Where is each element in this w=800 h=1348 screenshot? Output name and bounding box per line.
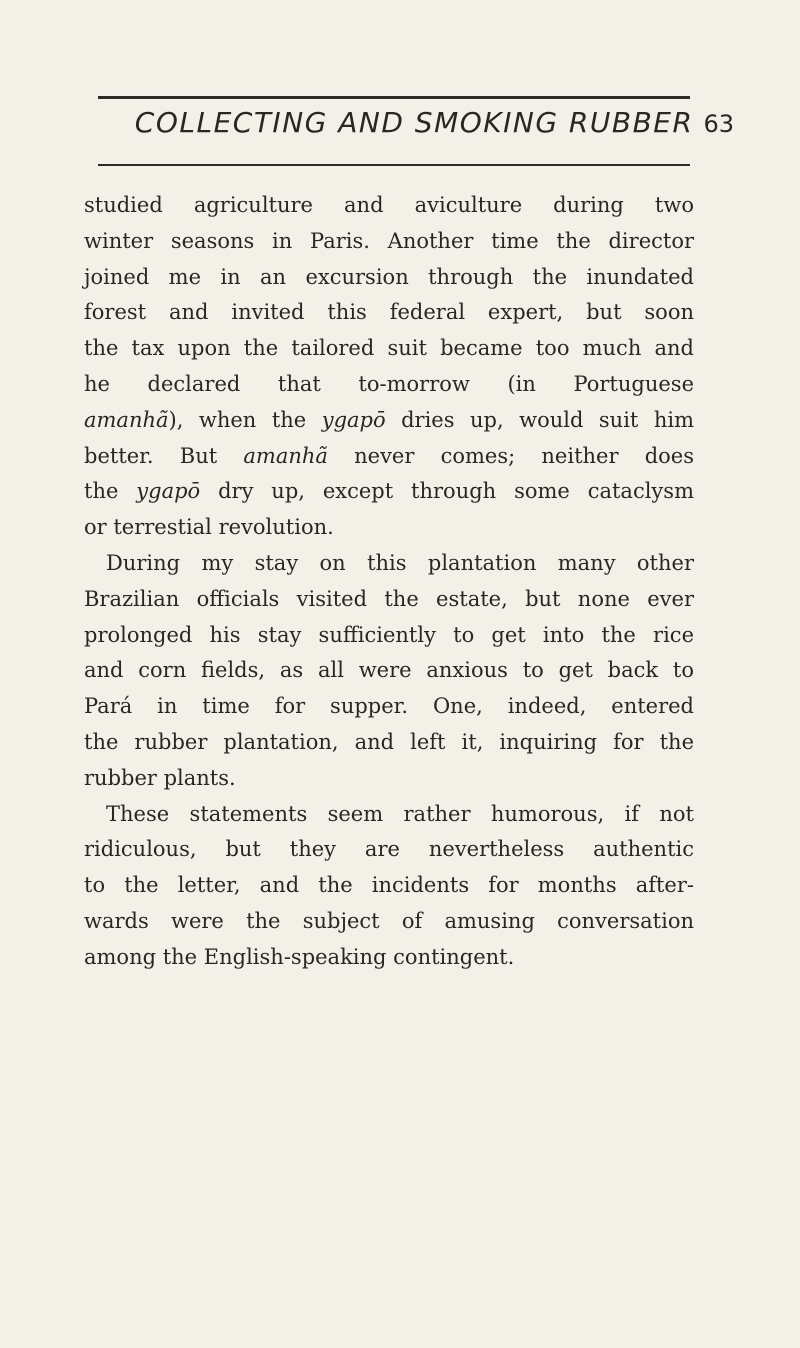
text-line: Brazilian officials visited the estate, but none ever xyxy=(84,586,694,611)
text-line: forest and invited this federal expert, but soon xyxy=(84,300,694,325)
text-run: dries up, would suit him xyxy=(385,407,694,432)
header-bottom-rule xyxy=(98,164,690,166)
paragraph xyxy=(84,797,694,976)
text-line: among the English-speaking contingent. xyxy=(84,944,515,969)
body-text xyxy=(84,188,694,976)
foreign-word: amanhã xyxy=(84,407,169,432)
text-run: better. But xyxy=(84,443,244,468)
text-line: Pará in time for supper. One, indeed, entered xyxy=(84,694,694,719)
text-line: These statements seem rather humorous, if not xyxy=(106,801,694,826)
text-run: dry up, except through some cataclysm xyxy=(200,479,694,504)
text-line: wards were the subject of amusing conversation xyxy=(84,908,694,933)
text-line: prolonged his stay sufficiently to get into the rice xyxy=(84,622,694,647)
foreign-word: amanhã xyxy=(243,443,328,468)
foreign-word: ygapō xyxy=(136,479,201,504)
text-line: studied agriculture and aviculture during two xyxy=(84,193,694,217)
text-line: During my stay on this plantation many other xyxy=(106,550,694,575)
text-run: the xyxy=(84,479,137,504)
paragraph xyxy=(84,546,694,797)
text-line: rubber plants. xyxy=(84,765,236,790)
text-line xyxy=(84,474,694,510)
page-number: 63 xyxy=(703,110,734,138)
running-head-title: COLLECTING AND SMOKING RUBBER xyxy=(134,106,694,139)
text-run: ), when the xyxy=(168,407,322,432)
text-line xyxy=(84,403,694,439)
text-line: ridiculous, but they are nevertheless authentic xyxy=(84,837,694,862)
running-head xyxy=(34,106,734,139)
text-line: he declared that to-morrow (in Portuguese xyxy=(84,371,694,396)
text-run: never comes; neither does xyxy=(327,443,694,468)
text-line xyxy=(84,439,694,475)
text-line: the tax upon the tailored suit became too much and xyxy=(84,336,694,361)
text-line: or terrestial revolution. xyxy=(84,515,334,540)
text-line: the rubber plantation, and left it, inquiring for the xyxy=(84,729,694,754)
text-line: winter seasons in Paris. Another time the director xyxy=(84,228,694,253)
foreign-word: ygapō xyxy=(321,407,386,432)
paragraph xyxy=(84,188,694,546)
text-line: and corn fields, as all were anxious to get back to xyxy=(84,658,694,683)
text-line: joined me in an excursion through the inundated xyxy=(84,264,694,289)
header-top-rule xyxy=(98,96,690,99)
text-line: to the letter, and the incidents for months after- xyxy=(84,873,694,898)
